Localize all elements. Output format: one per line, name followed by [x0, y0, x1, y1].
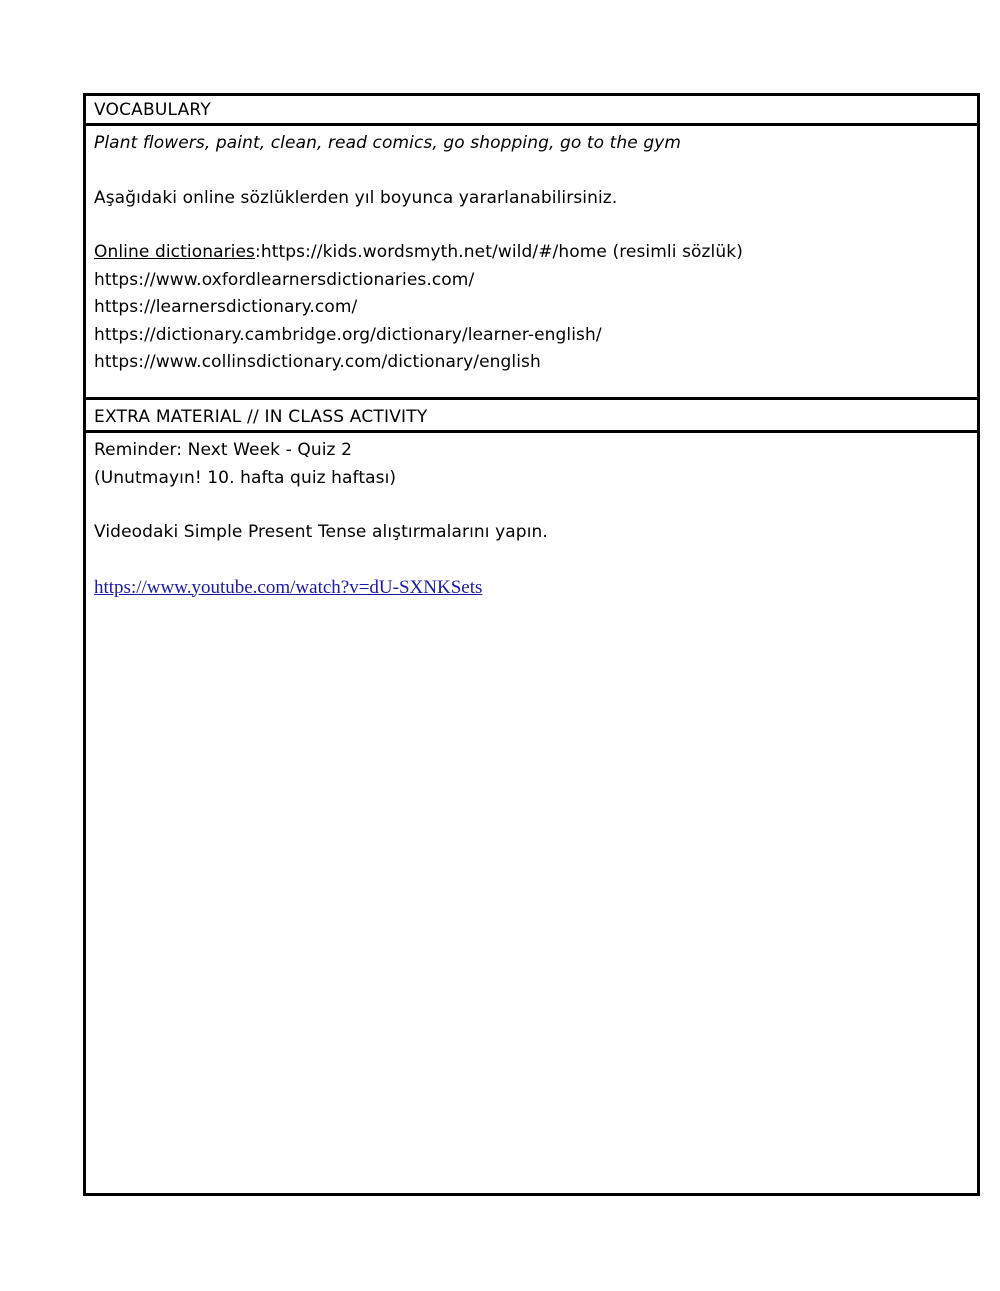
spacer: [94, 158, 969, 185]
youtube-video-link[interactable]: https://www.youtube.com/watch?v=dU-SXNKSets: [94, 576, 483, 598]
extra-material-header: [86, 403, 977, 433]
dictionary-link-learners[interactable]: https://learnersdictionary.com/: [94, 297, 358, 317]
dictionary-link-collins[interactable]: https://www.collinsdictionary.com/dictionary/english: [94, 352, 541, 372]
vocabulary-words: Plant flowers, paint, clean, read comics, go shopping, go to the gym: [94, 133, 682, 153]
vocabulary-header: [86, 96, 977, 126]
dictionary-link-cambridge[interactable]: https://dictionary.cambridge.org/dictionary/learner-english/: [94, 324, 602, 345]
dictionary-link-oxford[interactable]: https://www.oxfordlearnersdictionaries.com/: [94, 269, 475, 290]
dictionaries-label: Online dictionaries: [94, 242, 256, 262]
spacer: [94, 492, 969, 519]
vocabulary-body: [86, 126, 977, 400]
dictionary-line-first: [94, 239, 969, 267]
video-instruction: Videodaki Simple Present Tense alıştırmalarını yapın.: [94, 522, 548, 542]
spacer: [94, 212, 969, 239]
dictionary-note: Aşağıdaki online sözlüklerden yıl boyunca yararlanabilirsiniz.: [94, 187, 618, 208]
vocabulary-header-text: VOCABULARY: [94, 100, 211, 120]
dictionary-link-wordsmyth[interactable]: :https://kids.wordsmyth.net/wild/#/home (resimli sözlük): [255, 242, 743, 262]
quiz-reminder-note: (Unutmayın! 10. hafta quiz haftası): [94, 467, 397, 488]
quiz-reminder: Reminder: Next Week - Quiz 2: [94, 440, 352, 460]
spacer: [94, 547, 969, 574]
extra-material-header-text: EXTRA MATERIAL // IN CLASS ACTIVITY: [94, 407, 428, 427]
extra-material-body: [86, 433, 977, 1193]
worksheet-table: [83, 93, 980, 1196]
